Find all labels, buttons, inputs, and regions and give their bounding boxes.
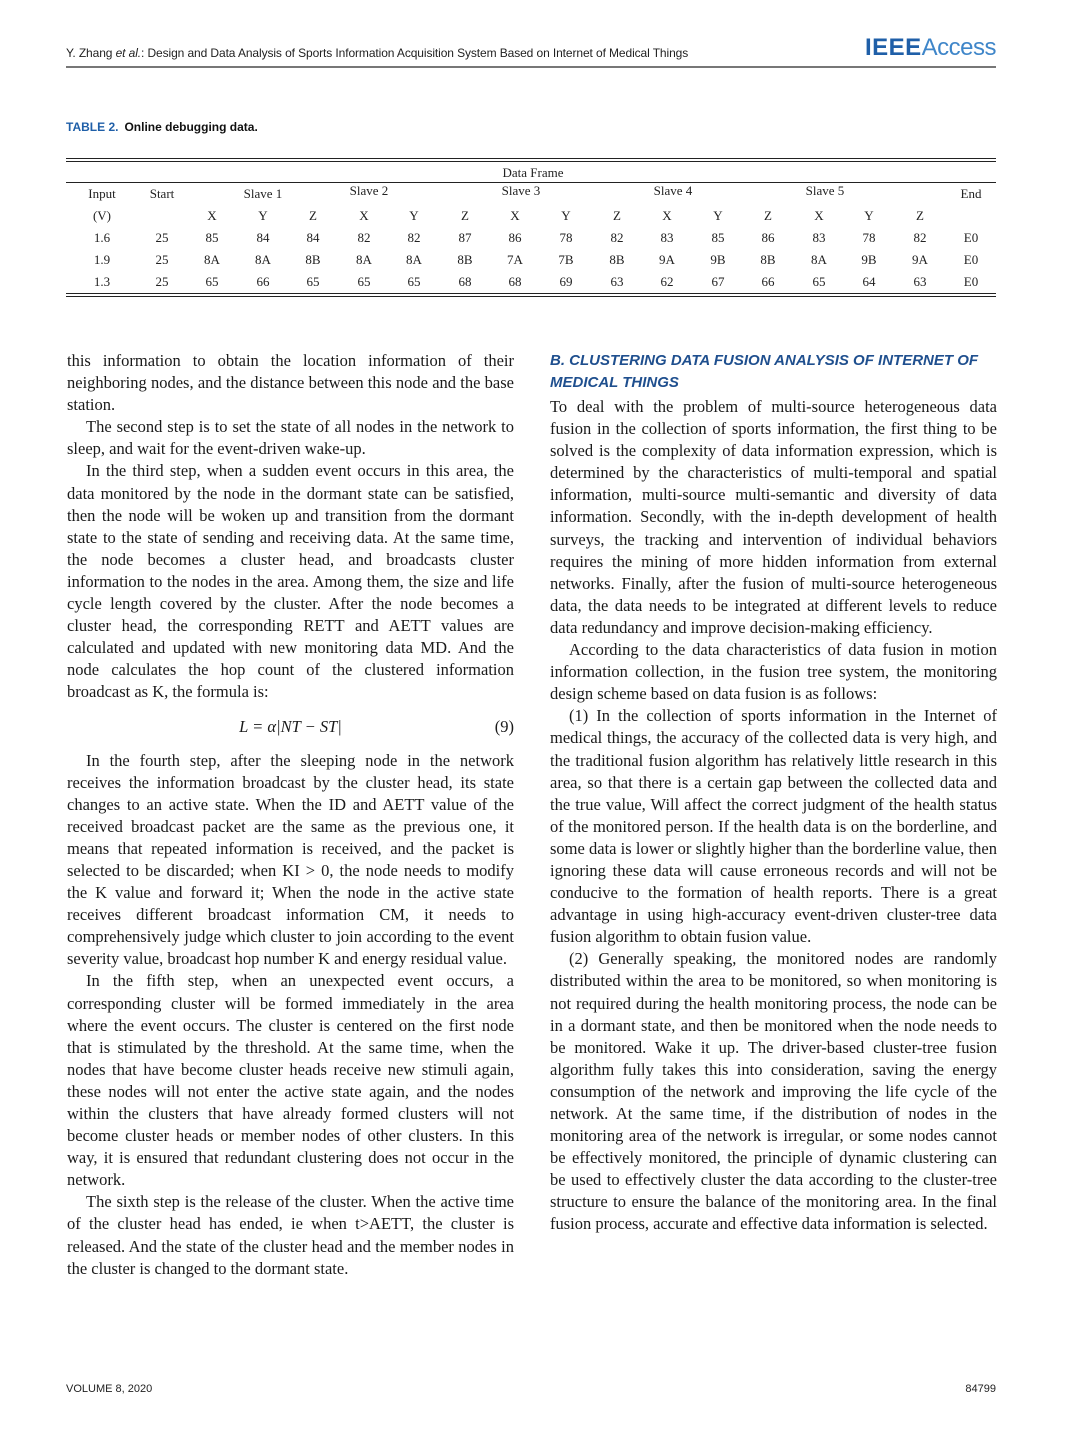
cell-end: E0: [963, 274, 979, 289]
cell-value: 64: [862, 274, 876, 289]
cell-value: 66: [256, 274, 270, 289]
header-slave-4: Slave 4: [653, 183, 693, 198]
body-paragraph: The sixth step is the release of the cluster. When the active time of the cluster head has ended, ie when t>AETT, the cluster is released. And the state of the cluster head and the member nodes in the cluster is changed to the dormant state.: [67, 1192, 514, 1278]
cell-value: 87: [458, 230, 472, 245]
cell-input: 1.6: [93, 230, 111, 245]
header-axis: Z: [461, 208, 469, 223]
cell-value: 8A: [406, 252, 422, 267]
cell-value: 78: [559, 230, 573, 245]
header-axis: Y: [409, 208, 419, 223]
cell-value: 68: [508, 274, 522, 289]
cell-value: 84: [256, 230, 270, 245]
table-header-row-2: [66, 205, 996, 227]
cell-value: 7B: [558, 252, 574, 267]
body-paragraph: In the third step, when a sudden event occurs in this area, the data monitored by the node in the dormant state can be satisfied, then the node will be woken up and transition from the dormant state to the state of sending and receiving data. At the same time, the node becomes a cluster head, and broadcasts cluster information to the nodes in the area. Among them, the size and life cycle length covered by the cluster. After the node becomes a cluster head, the corresponding RETT and AETT values are calculated and updated with new monitoring data MD. And the node calculates the hop count of the clustered information broadcast as K, the formula is:: [67, 461, 514, 702]
body-paragraph: In the fourth step, after the sleeping node in the network receives the information broadcast by the cluster head, its state changes to an active state. When the ID and AETT value of the received broadcast packet are the same as the previous one, it means that repeated information is received, and the packet is selected to be discarded; when KI > 0, the node needs to modify the K value and forward it; When the node in the active state receives different broadcast information CM, it needs to comprehensively judge which cluster to join according to the event severity value, broadcast hop number K and energy residual value.: [67, 750, 514, 969]
table-caption: [66, 120, 258, 134]
table-row: [66, 271, 996, 293]
cell-value: 86: [761, 230, 775, 245]
cell-value: 82: [407, 230, 421, 245]
cell-value: 8B: [305, 252, 321, 267]
header-rule: [66, 66, 996, 68]
table-caption-label: TABLE 2.: [66, 120, 119, 134]
cell-value: 9B: [861, 252, 877, 267]
cell-value: 8A: [811, 252, 827, 267]
equation-number: (9): [494, 716, 514, 736]
header-axis: Y: [561, 208, 571, 223]
header-axis: X: [359, 208, 369, 223]
running-title-etal: et al.: [115, 46, 142, 60]
cell-value: 63: [610, 274, 624, 289]
header-slave-5: Slave 5: [805, 183, 845, 198]
table-bottom-rule: [66, 293, 996, 297]
body-paragraph: (2) Generally speaking, the monitored nodes are randomly distributed within the area to be monitored, so when monitoring is not required during the health monitoring process, the node can be in a dormant state, and then be monitored when the node needs to be monitored. Wake it up. The driver-based cluster-tree fusion algorithm fully takes this into consideration, saving the energy consumption of the network and improving the life cycle of the network. At the same time, if the distribution of nodes in the monitoring area of the network is irregular, or some nodes cannot be effectively monitored, the principle of dynamic clustering can be used to effectively cluster the data according to the cluster-tree structure to ensure the balance of the monitoring area. In the final fusion process, accurate and effective data information is selected.: [550, 949, 997, 1234]
logo-access: Access: [921, 34, 996, 61]
running-title-text: : Design and Data Analysis of Sports Information Acquisition System Based on Internet of Medical Things: [141, 46, 689, 60]
cell-input: 1.9: [93, 252, 111, 267]
header-end: End: [960, 186, 982, 201]
table-row: [66, 249, 996, 271]
cell-value: 8A: [255, 252, 271, 267]
cell-value: 69: [559, 274, 573, 289]
body-paragraph: The second step is to set the state of all nodes in the network to sleep, and wait for the event-driven wake-up.: [67, 417, 514, 459]
cell-value: 8B: [457, 252, 473, 267]
header-axis: X: [207, 208, 217, 223]
cell-start: 25: [155, 230, 169, 245]
online-debugging-table: [66, 158, 996, 297]
cell-value: 82: [357, 230, 371, 245]
cell-value: 8A: [204, 252, 220, 267]
cell-value: 65: [812, 274, 826, 289]
footer-page-number: 84799: [965, 1383, 996, 1395]
header-axis: X: [814, 208, 824, 223]
cell-input: 1.3: [93, 274, 111, 289]
cell-value: 65: [407, 274, 421, 289]
cell-value: 84: [306, 230, 320, 245]
right-column: [550, 350, 997, 1236]
header-start: Start: [149, 186, 175, 201]
cell-value: 62: [660, 274, 674, 289]
cell-value: 9B: [710, 252, 726, 267]
header-slave-1: Slave 1: [243, 186, 283, 201]
ieee-access-logo: [865, 34, 996, 62]
body-paragraph: According to the data characteristics of data fusion in motion information collection, in the fusion tree system, the monitoring design scheme based on data fusion is as follows:: [550, 640, 997, 704]
cell-value: 65: [205, 274, 219, 289]
table-caption-text: Online debugging data.: [124, 120, 258, 134]
body-paragraph: To deal with the problem of multi-source heterogeneous data fusion in the collection of sports information, the first thing to be solved is the complexity of data information expression, which is determined by the characteristics of multi-temporal and spatial information, multi-source multi-semantic and diversity of data information. Secondly, with the in-depth development of health surveys, the tracking and intervention of individual behaviors requires the mining of more hidden information from external networks. Finally, after the fusion of multi-source heterogeneous data, the data needs to be integrated at different levels to reduce data redundancy and improve decision-making efficiency.: [550, 397, 997, 637]
cell-end: E0: [963, 252, 979, 267]
body-paragraph: this information to obtain the location information of their neighboring nodes, and the distance between this node and the base station.: [67, 351, 514, 415]
cell-value: 83: [812, 230, 826, 245]
cell-value: 82: [610, 230, 624, 245]
cell-value: 68: [458, 274, 472, 289]
cell-value: 83: [660, 230, 674, 245]
cell-value: 67: [711, 274, 725, 289]
cell-value: 9A: [659, 252, 675, 267]
section-heading: B. CLUSTERING DATA FUSION ANALYSIS OF INTERNET OF MEDICAL THINGS: [550, 352, 979, 391]
cell-value: 8B: [760, 252, 776, 267]
header-axis: Y: [864, 208, 874, 223]
body-paragraph: (1) In the collection of sports information in the Internet of medical things, the accuracy of the collected data is very high, and the traditional fusion algorithm has relatively little research in this area, so that there is a certain gap between the collected data and the true value, Will affect the correct judgment of the health status of the monitored person. If the health data is on the borderline, and some data is lower or slightly higher than the borderline value, then ignoring these data will cause erroneous records and will not be conducive to the formation of health reports. There is a great advantage in using high-accuracy event-driven cluster-tree data fusion algorithm to obtain fusion value.: [550, 706, 997, 947]
header-axis: Z: [613, 208, 621, 223]
header-input-unit: (V): [92, 208, 112, 223]
body-paragraph: In the fifth step, when an unexpected event occurs, a corresponding cluster will be formed immediately in the area where the event occurs. The cluster is centered on the first node that is stimulated by the threshold. At the same time, when the nodes that have become cluster heads receive new stimuli again, these nodes will not enter the active state again, and the nodes within the clusters that have already formed clusters will not become cluster heads or member nodes of other clusters. In this way, it is ensured that redundant clustering does not occur in the network.: [67, 971, 514, 1190]
header-slave-3: Slave 3: [501, 183, 541, 198]
table-row: [66, 227, 996, 249]
cell-value: 85: [711, 230, 725, 245]
cell-value: 7A: [507, 252, 523, 267]
table-group-header-row: [66, 162, 996, 182]
running-title-author: Y. Zhang: [66, 46, 116, 60]
header-axis: Z: [309, 208, 317, 223]
equation-formula: L = α|NT − ST|: [239, 716, 342, 736]
header-axis: Z: [916, 208, 924, 223]
running-title: [66, 46, 688, 60]
footer-volume: VOLUME 8, 2020: [66, 1383, 153, 1395]
cell-value: 86: [508, 230, 522, 245]
cell-value: 63: [913, 274, 927, 289]
cell-value: 8A: [356, 252, 372, 267]
cell-value: 8B: [609, 252, 625, 267]
header-slave-2: Slave 2: [349, 183, 389, 198]
logo-ieee: IEEE: [864, 34, 922, 61]
cell-value: 66: [761, 274, 775, 289]
cell-value: 82: [913, 230, 927, 245]
data-frame-header: Data Frame: [502, 165, 564, 180]
header-axis: Y: [713, 208, 723, 223]
equation-9: [67, 704, 514, 750]
cell-end: E0: [963, 230, 979, 245]
cell-start: 25: [155, 274, 169, 289]
header-input: Input: [88, 186, 116, 201]
cell-value: 65: [306, 274, 320, 289]
cell-value: 9A: [912, 252, 928, 267]
header-axis: Z: [764, 208, 772, 223]
table-header-row-1: [66, 183, 996, 205]
cell-start: 25: [155, 252, 169, 267]
left-column: [67, 350, 514, 1280]
cell-value: 65: [357, 274, 371, 289]
header-axis: X: [510, 208, 520, 223]
cell-value: 85: [205, 230, 219, 245]
header-axis: Y: [258, 208, 268, 223]
cell-value: 78: [862, 230, 876, 245]
header-axis: X: [662, 208, 672, 223]
